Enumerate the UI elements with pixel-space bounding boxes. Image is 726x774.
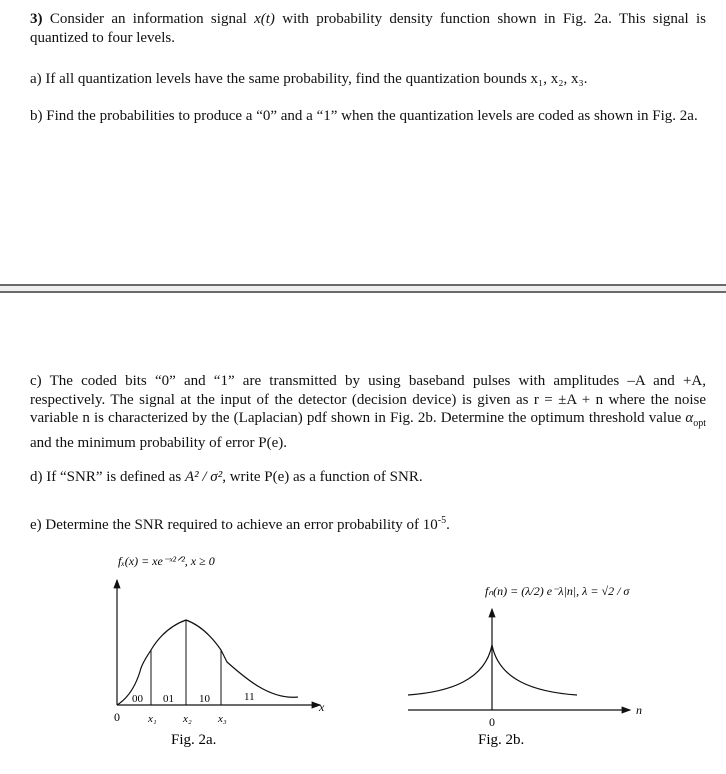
alpha-symbol: α: [685, 410, 694, 426]
alpha-subscript: opt: [693, 418, 706, 429]
part-e-text: e) Determine the SNR required to achieve an error probability of 10: [30, 517, 438, 533]
exponent: -5: [437, 515, 447, 526]
snr-expression: A² / σ²: [184, 469, 223, 485]
intro-text-2: with probability density function shown in Fig. 2a. This signal is quantized to four levels.: [30, 11, 707, 46]
code-01: 01: [163, 693, 174, 705]
bound-x3-label: x₃: [218, 713, 227, 725]
fig2a-axis-label: x: [319, 700, 325, 714]
bound-x2-label: x₂: [183, 713, 192, 725]
part-d-text: d) If “SNR” is defined as: [30, 469, 182, 485]
fig2a-caption: Fig. 2a.: [171, 732, 217, 748]
code-10: 10: [199, 693, 210, 705]
code-00: 00: [132, 693, 143, 705]
part-b: b) Find the probabilities to produce a “0” and a “1” when the quantization levels are coded as shown in Fig. 2a.: [30, 108, 698, 124]
fig2b-formula: fₙ(n) = (λ/2) e⁻λ|n|, λ = √2 / σ: [485, 584, 630, 598]
part-e-end: .: [446, 517, 450, 533]
fig2a-formula: fₓ(x) = xe⁻ˣ²ᐟ², x ≥ 0: [118, 554, 215, 568]
signal-symbol: x(t): [254, 11, 275, 27]
figure-2a: [114, 554, 325, 748]
code-11: 11: [244, 691, 255, 703]
intro-text: Consider an information signal: [49, 11, 247, 27]
fig2b-origin: 0: [489, 715, 495, 729]
part-a: a) If all quantization levels have the same probability, find the quantization bounds x₁, x₂, x₃.: [30, 71, 588, 87]
fig2b-axis-label: n: [636, 703, 642, 717]
fig2b-caption: Fig. 2b.: [478, 732, 525, 748]
fig2a-origin: 0: [114, 710, 120, 724]
figure-2b: [408, 584, 642, 748]
part-c-text: c) The coded bits “0” and “1” are transmitted by using baseband pulses with amplitudes –A and +A, respectively. The signal at the input of the detector (decision device) is given as r = ±A + n where the noise variable n is characterized by the (Laplacian) pdf shown in Fig. 2b. Determine the optimum threshold value: [30, 373, 706, 426]
part-c-text-2: and the minimum probability of error P(e).: [30, 434, 288, 451]
problem-number: 3): [30, 11, 43, 27]
part-d-text-2: , write P(e) as a function of SNR.: [222, 469, 423, 485]
bound-x1-label: x₁: [148, 713, 157, 725]
